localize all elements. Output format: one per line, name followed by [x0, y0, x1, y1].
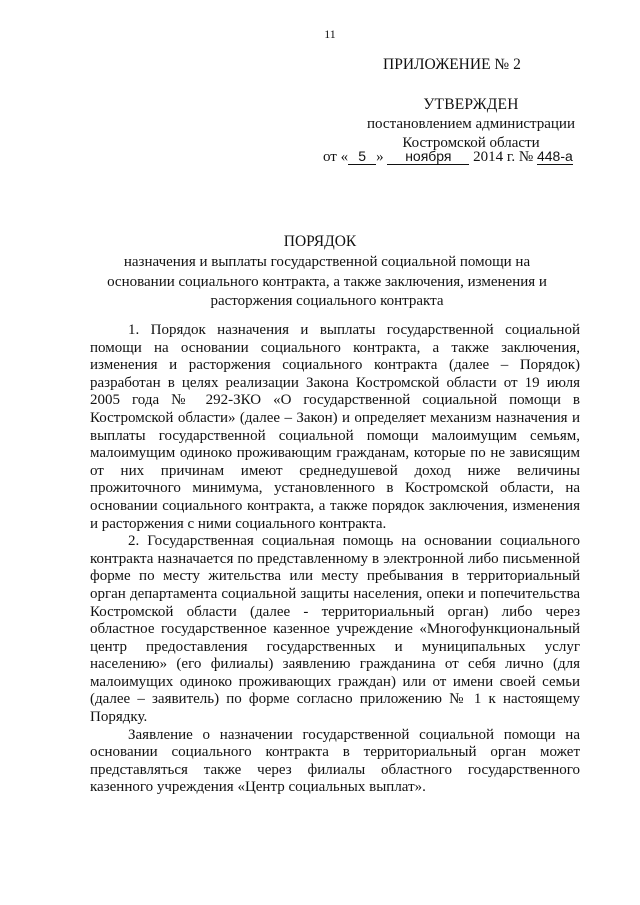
decree-date-line [323, 149, 573, 166]
decree-number: 448-а [536, 148, 573, 164]
approved-by-line-1: постановлением администрации [367, 116, 575, 132]
date-year: 2014 г. № [473, 149, 534, 165]
approval-block [326, 95, 616, 153]
appendix-title: ПРИЛОЖЕНИЕ № 2 [383, 56, 521, 73]
paragraph: 2. Государственная социальная помощь на основании социального контракта назначается по представленному в электронной либо письменной форме по месту жительства или месту пребывания в территориальный орган департамента социальной защиты населения, опеки и попечительства Костромской области (далее - территориальный орган) либо через областное государственное казенное учреждение «Многофункциональный центр предоставления государственных и муниципальных услуг населению» (его филиалы) заявлению гражданина от себя лично (для малоимущих одиноко проживающих граждан) или от имени своей семьи (далее – заявитель) по форме согласно приложению № 1 к настоящему Порядку. [90, 533, 580, 726]
paragraph: 1. Порядок назначения и выплаты государственной социальной помощи на основании социального контракта, а также заключения, изменения и расторжения социального контракта (далее – Порядок) разработан в целях реализации Закона Костромской области от 19 июля 2005 года № 292-ЗКО «О государственной социальной помощи в Костромской области» (далее – Закон) и определяет механизм назначения и выплаты государственной социальной помощи малоимущим семьям, малоимущим одиноко проживающим гражданам, которые по не зависящим от них причинам имеют среднедушевой доход ниже величины прожиточного минимума, установленного в Костромской области, на основании социального контракта, а также порядок заключения, изменения и расторжения с ними социального контракта. [90, 322, 580, 532]
approved-heading: УТВЕРЖДЕН [423, 96, 519, 113]
date-mid: » [376, 149, 384, 165]
document-subtitle: назначения и выплаты государственной социальной помощи на основании социального контракта, а также заключения, изменения и расторжения социального контракта [107, 254, 547, 309]
date-prefix: от « [323, 149, 349, 165]
date-day: 5 [348, 149, 376, 165]
date-month: ноября [387, 149, 469, 165]
paragraph: Заявление о назначении государственной социальной помощи на основании социального контракта в территориальный орган может представляться также через филиалы областного государственного казенного учреждения «Центр социальных выплат». [90, 726, 580, 796]
document-title: ПОРЯДОК [283, 233, 357, 250]
document-body [90, 322, 580, 797]
approved-by-line-2: Костромской области [402, 135, 540, 151]
page-number: 11 [324, 27, 336, 41]
